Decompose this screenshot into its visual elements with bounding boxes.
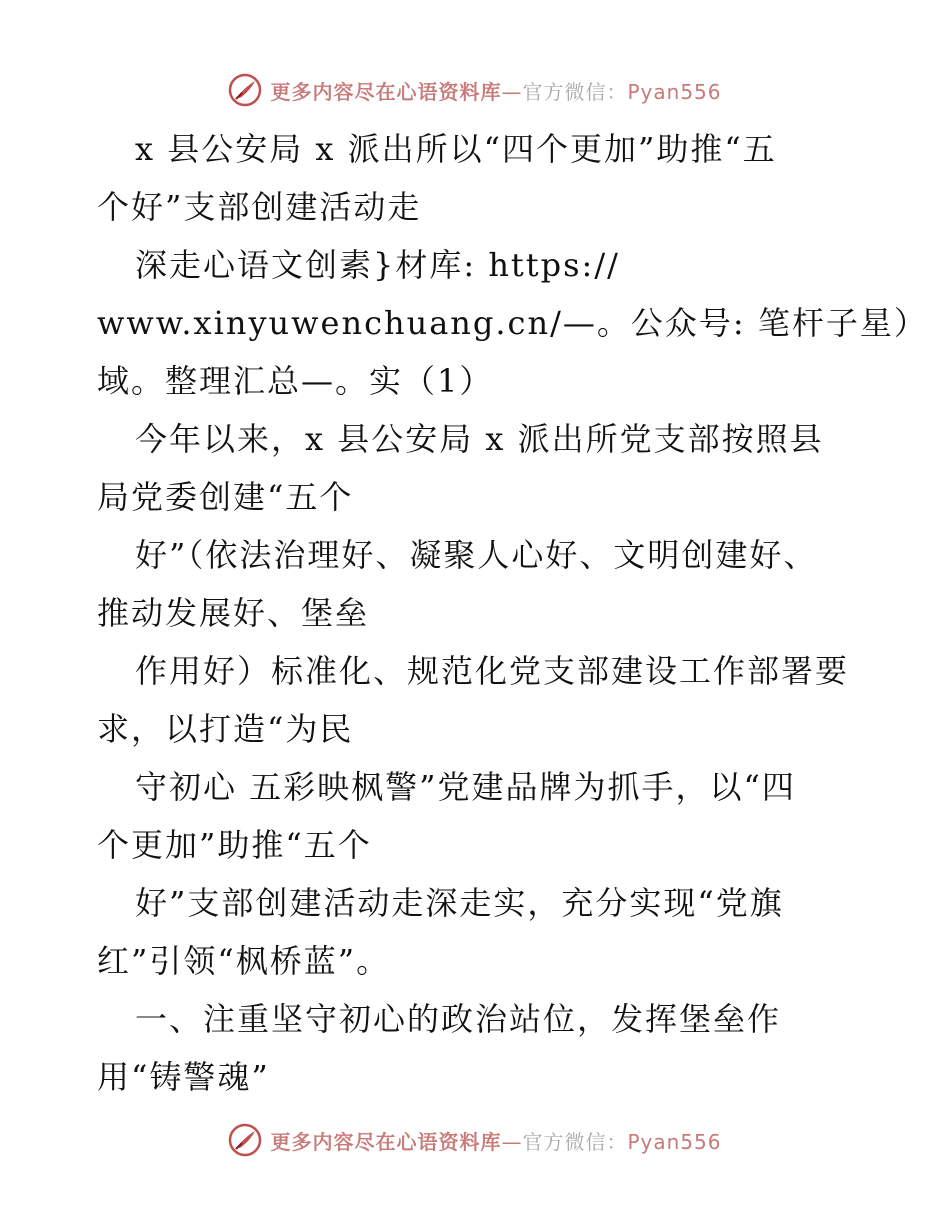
watermark-site: 更多内容尽在心语资料库	[270, 1129, 502, 1154]
text-line: 个更加”助推“五个	[97, 826, 372, 864]
text-line: 红”引领“枫桥蓝”。	[97, 942, 391, 980]
watermark-separator: —	[501, 1129, 523, 1154]
text-line: 今年以来，x 县公安局 x 派出所党支部按照县	[135, 420, 824, 458]
watermark-handle: Pyan556	[627, 1129, 722, 1154]
text-line: 推动发展好、堡垒	[97, 594, 370, 632]
text-line: 作用好）标准化、规范化党支部建设工作部署要	[135, 652, 850, 690]
watermark-site: 更多内容尽在心语资料库	[270, 79, 502, 104]
watermark-text	[270, 76, 721, 105]
text-line: 个好”支部创建活动走	[97, 188, 422, 226]
watermark-wechat-label: 官方微信：	[522, 79, 628, 104]
watermark-separator: —	[501, 79, 523, 104]
section-heading: 一、注重坚守初心的政治站位，发挥堡垒作	[135, 1000, 782, 1038]
document-body	[97, 120, 928, 1106]
text-line: 好”支部创建活动走深走实，充分实现“党旗	[135, 884, 784, 922]
watermark-wechat-label: 官方微信：	[522, 1129, 628, 1154]
text-line: 好”（依法治理好、凝聚人心好、文明创建好、	[135, 536, 818, 574]
header-watermark	[0, 70, 950, 110]
text-line: 守初心 五彩映枫警”党建品牌为抓手，以“四	[135, 768, 796, 806]
watermark-text	[270, 1126, 721, 1155]
quill-logo-icon	[228, 73, 262, 107]
text-line: 域。整理汇总—。实（1）	[97, 362, 494, 400]
text-line: 深走心语文创素}材库: https://	[135, 246, 620, 284]
footer-watermark	[0, 1120, 950, 1160]
watermark-handle: Pyan556	[627, 79, 722, 104]
text-line: x 县公安局 x 派出所以“四个更加”助推“五	[135, 130, 777, 168]
text-line: 局党委创建“五个	[97, 478, 354, 516]
text-line: www.xinyuwenchuang.cn/—。公众号: 笔杆子星）	[97, 304, 928, 342]
section-heading-continued: 用“铸警魂”	[97, 1058, 270, 1096]
quill-logo-icon	[228, 1123, 262, 1157]
text-line: 求，以打造“为民	[97, 710, 354, 748]
